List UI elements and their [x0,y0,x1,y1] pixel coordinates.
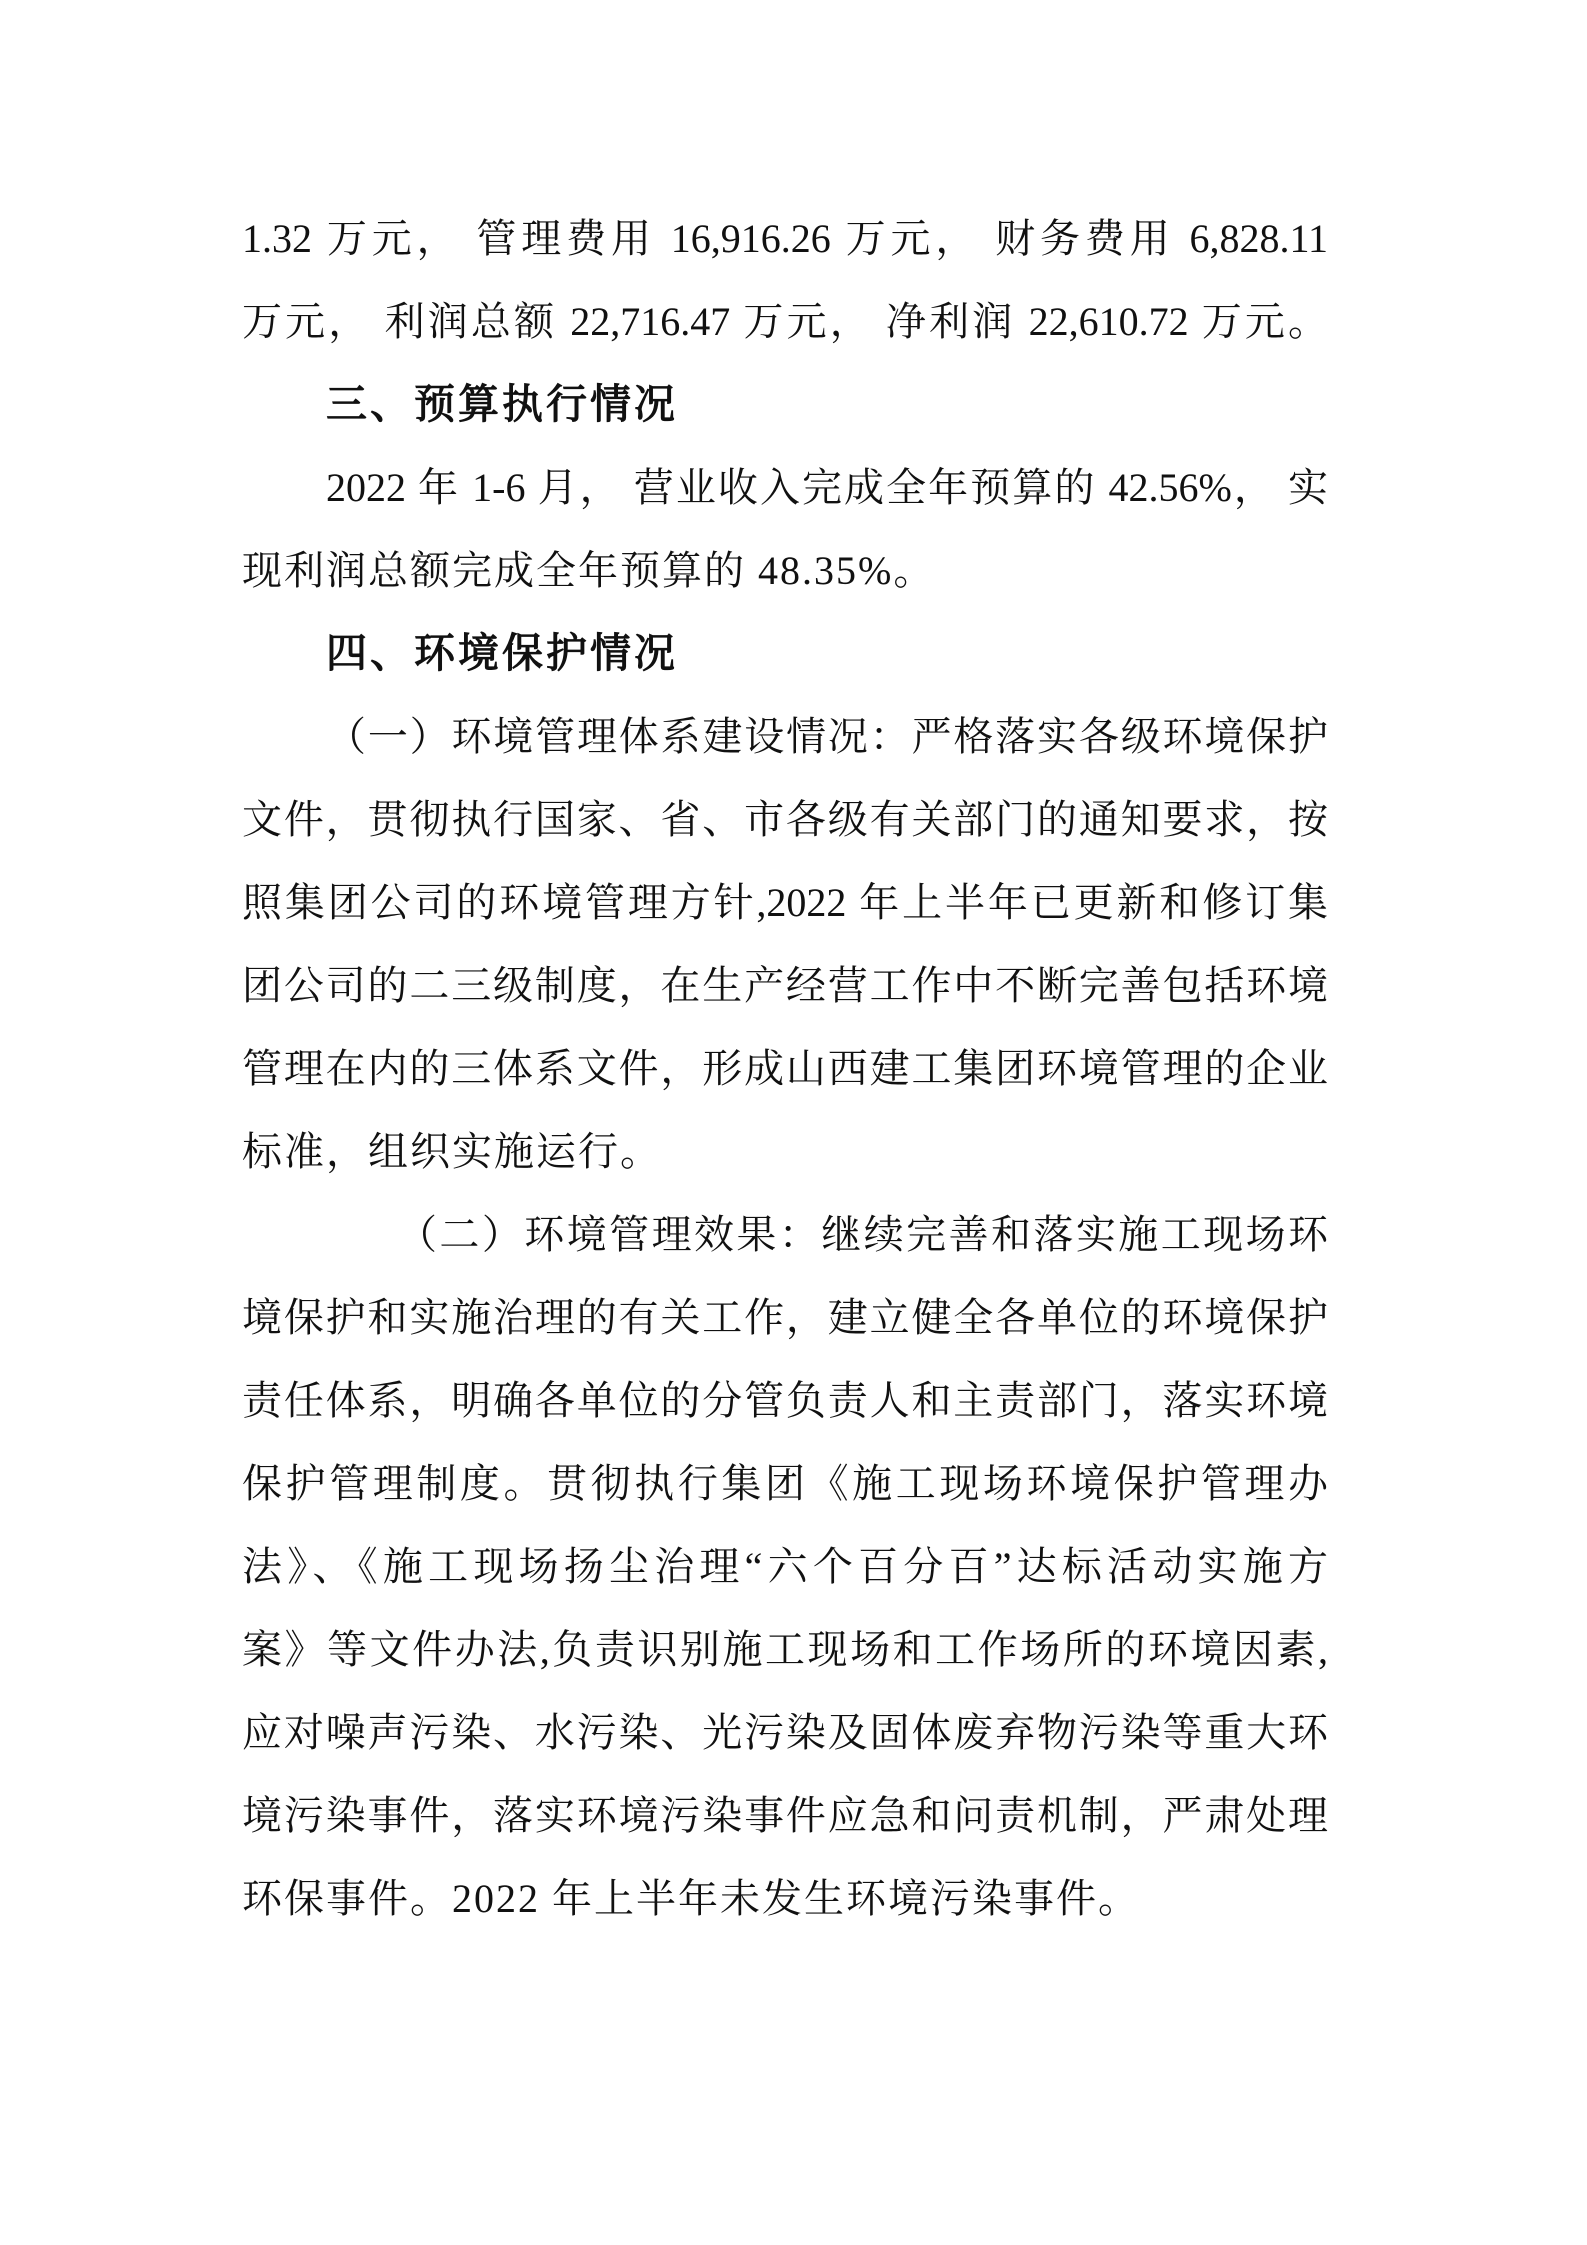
text-line: 标准，组织实施运行。 [242,1129,662,1174]
text-line: （一）环境管理体系建设情况：严格落实各级环境保护 [326,714,1328,759]
text-line: 环保事件。2022 年上半年未发生环境污染事件。 [242,1876,1140,1921]
text-line: （二）环境管理效果：继续完善和落实施工现场环 [397,1212,1328,1257]
text-line: 责任体系，明确各单位的分管负责人和主责部门，落实环境 [242,1378,1328,1423]
text-line: 1.32 万元， 管理费用 16,916.26 万元， 财务费用 6,828.11 [242,216,1328,261]
section-heading-budget-execution: 三、预算执行情况 [326,381,678,427]
text-line: 法》、《施工现场扬尘治理“六个百分百”达标活动实施方 [242,1544,1328,1589]
text-line: 保护管理制度。贯彻执行集团《施工现场环境保护管理办 [242,1461,1328,1506]
text-line: 境污染事件，落实环境污染事件应急和问责机制，严肃处理 [242,1793,1328,1838]
text-line: 万元， 利润总额 22,716.47 万元， 净利润 22,610.72 万元。 [242,299,1328,344]
section-heading-environment-protection: 四、环境保护情况 [326,630,678,676]
text-line: 照集团公司的环境管理方针,2022 年上半年已更新和修订集 [242,880,1328,925]
text-line: 2022 年 1-6 月， 营业收入完成全年预算的 42.56%， 实 [326,465,1328,510]
text-line: 案》等文件办法,负责识别施工现场和工作场所的环境因素, [242,1627,1328,1672]
text-line: 境保护和实施治理的有关工作，建立健全各单位的环境保护 [242,1295,1328,1340]
text-line: 管理在内的三体系文件，形成山西建工集团环境管理的企业 [242,1046,1328,1091]
text-line: 团公司的二三级制度，在生产经营工作中不断完善包括环境 [242,963,1328,1008]
text-line: 文件，贯彻执行国家、省、市各级有关部门的通知要求，按 [242,797,1328,842]
text-block [242,197,1328,1940]
text-line: 现利润总额完成全年预算的 48.35%。 [242,548,936,593]
text-line: 应对噪声污染、水污染、光污染及固体废弃物污染等重大环 [242,1710,1328,1755]
